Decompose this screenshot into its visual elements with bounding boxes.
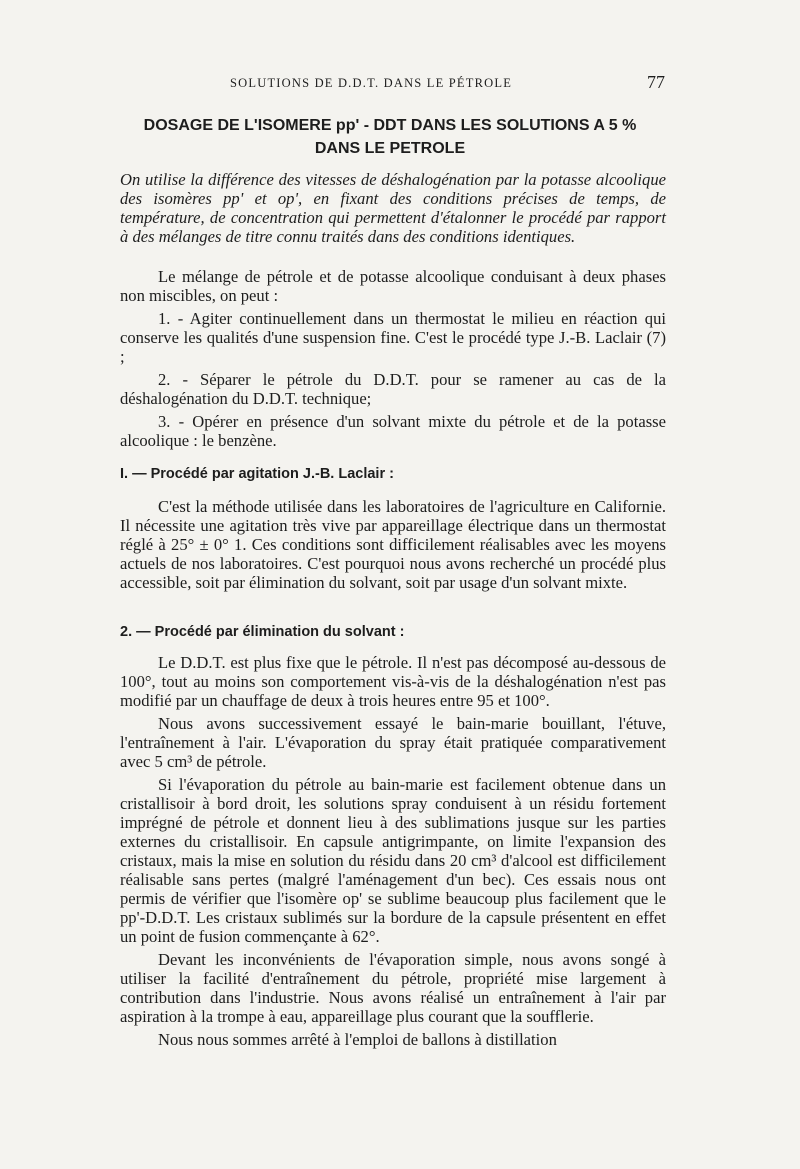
running-head (120, 72, 665, 94)
intro-block (120, 267, 666, 454)
article-title (100, 114, 680, 160)
list-item-1: 1. - Agiter continuellement dans un thermostat le milieu en réaction qui conserve les qualités d'une suspension fine. C'est le procédé type J.-B. Laclair (7) ; (120, 309, 666, 366)
section-2-paragraph-5: Nous nous sommes arrêté à l'emploi de ballons à distillation (158, 1030, 557, 1049)
page-number: 77 (647, 72, 665, 92)
section-2-paragraph-1: Le D.D.T. est plus fixe que le pétrole. Il n'est pas décomposé au-dessous de 100°, tout au moins son comportement vis-à-vis de la déshalogénation n'est pas modifié par un chauffage de deux à trois heures entre 95 et 100°. (120, 653, 666, 710)
list-item-2: 2. - Séparer le pétrole du D.D.T. pour se ramener au cas de la déshalogénation du D.D.T. technique; (120, 370, 666, 408)
abstract: On utilise la différence des vitesses de déshalogénation par la potasse alcoolique des isomères pp' et op', en fixant des conditions précises de temps, de température, de concentration qui permettent d'étalonner le procédé par rapport à des mélanges de titre connu traités dans des conditions identiques. (120, 170, 666, 246)
section-2-body (120, 653, 666, 1053)
section-1-heading: I. — Procédé par agitation J.-B. Laclair : (120, 466, 394, 482)
section-1-body (120, 497, 666, 596)
list-item-3: 3. - Opérer en présence d'un solvant mixte du pétrole et de la potasse alcoolique : le benzène. (120, 412, 666, 450)
section-2-paragraph-2: Nous avons successivement essayé le bain-marie bouillant, l'étuve, l'entraînement à l'air. L'évaporation du spray était pratiquée comparativement avec 5 cm³ de pétrole. (120, 714, 666, 771)
running-title: SOLUTIONS DE D.D.T. DANS LE PÉTROLE (230, 76, 513, 90)
section-2-paragraph-4: Devant les inconvénients de l'évaporation simple, nous avons songé à utiliser la facilité d'entraînement du pétrole, propriété mise largement à contribution dans l'industrie. Nous avons réalisé un entraînement à l'air par aspiration à la trompe à eau, appareillage plus courant que la soufflerie. (120, 950, 666, 1026)
section-2-paragraph-3: Si l'évaporation du pétrole au bain-marie est facilement obtenue dans un cristallisoir à bord droit, les solutions spray conduisent à un résidu fortement imprégné de pétrole et donnent lieu à des sublimations jusque sur les parties externes du cristallisoir. En capsule antigrimpante, on limite l'expansion des cristaux, mais la mise en solution du résidu dans 20 cm³ d'alcool est difficilement réalisable sans pertes (malgré l'aménagement d'un bec). Ces essais nous ont permis de vérifier que l'isomère op' se sublime beaucoup plus facilement que le pp'-D.D.T. Les cristaux sublimés sur la bordure de la capsule présentent en effet un point de fusion commençante à 62°. (120, 775, 666, 946)
title-line-1: DOSAGE DE L'ISOMERE pp' - DDT DANS LES SOLUTIONS A 5 % (143, 117, 637, 134)
section-1-paragraph: C'est la méthode utilisée dans les laboratoires de l'agriculture en Californie. Il nécessite une agitation très vive par appareillage électrique dans un thermostat réglé à 25° ± 0° 1. Ces conditions sont difficilement réalisables avec les moyens actuels de nos laboratoires. C'est pourquoi nous avons recherché un procédé plus accessible, soit par élimination du solvant, soit par usage d'un solvant mixte. (120, 497, 666, 592)
section-2-heading: 2. — Procédé par élimination du solvant : (120, 624, 405, 640)
intro-paragraph: Le mélange de pétrole et de potasse alcoolique conduisant à deux phases non miscibles, on peut : (120, 267, 666, 305)
title-line-2: DANS LE PETROLE (314, 140, 466, 157)
